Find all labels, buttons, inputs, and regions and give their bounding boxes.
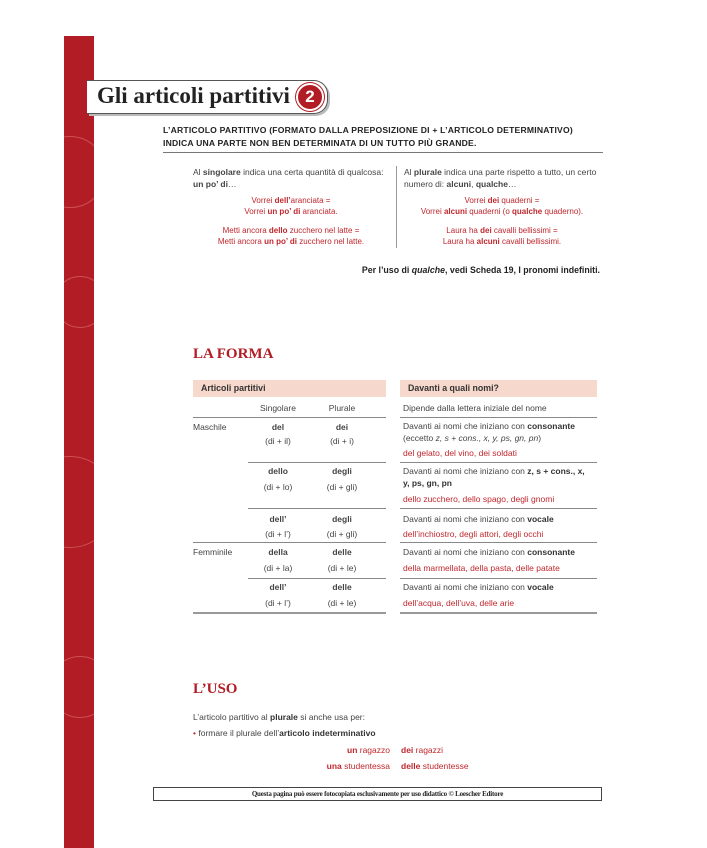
articolo-composition: (di + la) <box>263 563 293 573</box>
articolo-composition: (di + l’) <box>265 529 291 539</box>
intro-divider <box>163 152 603 153</box>
table-bottom-rule <box>193 612 386 614</box>
rule-description: Davanti ai nomi che iniziano con z, s + cons., x, y, ps, gn, pn <box>403 466 585 488</box>
articolo-plurale: degli <box>332 466 352 476</box>
articolo-singolare: dell’ <box>269 582 287 592</box>
table-divider <box>400 462 597 463</box>
table-divider <box>400 417 597 418</box>
uso-intro: L’articolo partitivo al plurale si anche usa per: <box>193 712 365 722</box>
column-divider <box>396 166 397 248</box>
articolo-composition: (di + il) <box>265 436 291 446</box>
section-heading-forma: LA FORMA <box>193 346 274 362</box>
plurale-description: Al plurale indica una parte rispetto a tutto, un certo numero di: alcuni, qualche… <box>404 167 597 189</box>
articolo-composition: (di + le) <box>327 598 357 608</box>
gender-label-maschile: Maschile <box>193 422 227 432</box>
rule-examples: dello zucchero, dello spago, degli gnomi <box>403 494 555 504</box>
rule-description: Davanti ai nomi che iniziano con consonante (eccetto z, s + cons., x, y, ps, gn, pn) <box>403 421 575 443</box>
articolo-composition: (di + i) <box>330 436 354 446</box>
articolo-composition: (di + gli) <box>326 529 358 539</box>
decorative-side-band <box>64 36 94 848</box>
table-header-articoli: Articoli partitivi <box>193 380 386 397</box>
articolo-plurale: degli <box>332 514 352 524</box>
table-divider <box>248 578 386 579</box>
uso-bullet: • formare il plurale dell’articolo indeterminativo <box>193 728 376 738</box>
singolare-example: Metti ancora dello zucchero nel latte = Metti ancora un po’ di zucchero nel latte. <box>217 226 365 246</box>
section-heading-uso: L’USO <box>193 681 238 697</box>
table-header-nomi: Davanti a quali nomi? <box>400 380 597 397</box>
rule-examples: del gelato, del vino, dei soldati <box>403 448 517 458</box>
right-intro-text: Dipende dalla lettera iniziale del nome <box>403 403 547 413</box>
articolo-singolare: del <box>271 422 285 432</box>
articolo-singolare: della <box>268 547 288 557</box>
plurale-example: Vorrei dei quaderni = Vorrei alcuni quaderni (o qualche quaderno). <box>420 196 584 216</box>
articolo-composition: (di + gli) <box>326 482 358 492</box>
rule-description: Davanti ai nomi che iniziano con vocale <box>403 514 554 524</box>
articolo-plurale: dei <box>335 422 349 432</box>
column-label-singolare: Singolare <box>260 403 296 413</box>
example-singular: una studentessa <box>326 761 390 771</box>
copyright-footer: Questa pagina può essere fotocopiata esclusivamente per uso didattico © Loescher Editore <box>153 787 602 801</box>
gender-label-femminile: Femminile <box>193 547 233 557</box>
rule-description: Davanti ai nomi che iniziano con consonante <box>403 547 575 557</box>
articolo-plurale: delle <box>332 582 352 592</box>
plurale-example: Laura ha dei cavalli bellissimi = Laura ha alcuni cavalli bellissimi. <box>442 226 562 246</box>
table-divider <box>193 542 386 543</box>
table-divider <box>193 417 386 418</box>
rule-examples: dell’acqua, dell’uva, delle arie <box>403 598 515 608</box>
table-divider <box>248 508 386 509</box>
table-divider <box>248 462 386 463</box>
articolo-singolare: dello <box>268 466 288 476</box>
scheda-number-badge: 2 <box>296 83 324 111</box>
table-divider <box>400 542 597 543</box>
articolo-singolare: dell’ <box>269 514 287 524</box>
page-title: Gli articoli partitivi <box>97 83 290 108</box>
articolo-composition: (di + l’) <box>265 598 291 608</box>
singolare-example: Vorrei dell’aranciata = Vorrei un po’ di aranciata. <box>244 196 338 216</box>
bullet-point-icon: • <box>193 728 196 738</box>
table-bottom-rule <box>400 612 597 614</box>
rule-description: Davanti ai nomi che iniziano con vocale <box>403 582 554 592</box>
intro-definition: L’ARTICOLO PARTITIVO (FORMATO DALLA PREPOSIZIONE DI + L’ARTICOLO DETERMINATIVO) INDICA UNA PARTE NON BEN DETERMINATA DI UN TUTTO PIÙ GRANDE. <box>163 125 573 148</box>
example-plural: delle studentesse <box>401 761 469 771</box>
cross-reference-note: Per l’uso di qualche, vedi Scheda 19, I pronomi indefiniti. <box>361 265 600 275</box>
rule-examples: della marmellata, della pasta, delle patate <box>403 563 560 573</box>
table-divider <box>400 508 597 509</box>
example-plural: dei ragazzi <box>401 745 444 755</box>
example-singular: un ragazzo <box>347 745 390 755</box>
singolare-description: Al singolare indica una certa quantità di qualcosa: un po’ di… <box>193 167 384 189</box>
articolo-plurale: delle <box>332 547 352 557</box>
rule-examples: dell’inchiostro, degli attori, degli occhi <box>403 529 544 539</box>
table-divider <box>400 578 597 579</box>
column-label-plurale: Plurale <box>328 403 356 413</box>
articolo-composition: (di + lo) <box>263 482 293 492</box>
articolo-composition: (di + le) <box>327 563 357 573</box>
